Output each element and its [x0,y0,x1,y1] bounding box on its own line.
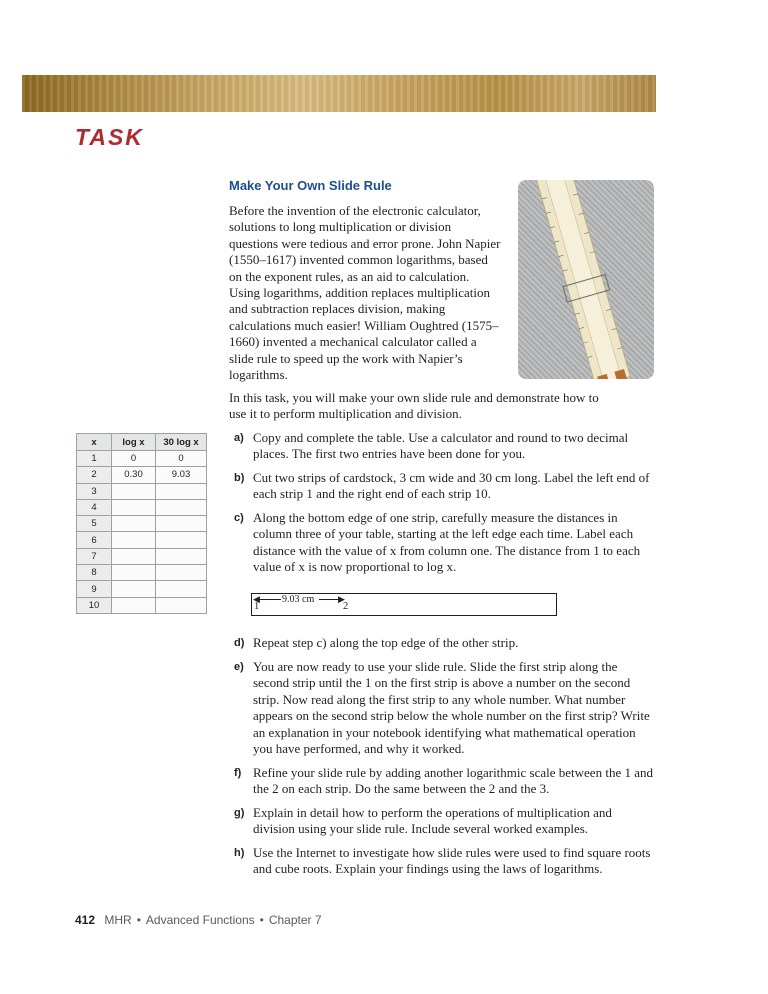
step-g [234,805,654,838]
separator-dot: • [136,913,141,927]
header-banner [22,75,656,112]
intro-paragraph: Before the invention of the electronic calculator, solutions to long multiplication or division questions were tedious and error prone. John Napier (1550–1617) invented common logarithms, based on the exponent rules, as an aid to calculation. Using logarithms, addition replaces multiplication and subtraction replaces division, making calculations much easier! William Oughtred (1575–1660) invented a mechanical calculator called a slide rule to speed up the work with Napier’s logarithms. [229,203,501,383]
table-row: 10 [77,597,207,613]
dimension-line-left [257,599,281,600]
table-row: 9 [77,581,207,597]
table-row: 6 [77,532,207,548]
table-row: 2 0.30 9.03 [77,467,207,483]
step-text: Cut two strips of cardstock, 3 cm wide and 30 cm long. Label the left end of each strip 1 and the right end of each strip 10. [253,470,650,502]
dimension-label: 9.03 cm [282,594,315,605]
step-label: e) [234,661,244,673]
slide-rule-image [518,180,654,379]
step-text: Along the bottom edge of one strip, carefully measure the distances in column three of your table, starting at the left edge each time. Label each distance with the value of x from column one. The distance from 1 to each value of x is now proportional to log x. [253,510,641,575]
header-log-x: log x [112,434,156,451]
step-text: Use the Internet to investigate how slide rules were used to find square roots and cube roots. Explain your findings using the laws of logarithms. [253,845,651,877]
separator-dot: • [259,913,264,927]
table-row: 8 [77,565,207,581]
arrow-left-icon: ◀ [253,594,260,604]
table-row: 7 [77,548,207,564]
page-footer [75,913,322,927]
book-title: Advanced Functions [145,913,255,927]
step-f [234,765,654,798]
step-text: Repeat step c) along the top edge of the other strip. [253,635,519,650]
step-e [234,659,654,757]
step-label: h) [234,847,245,859]
task-paragraph: In this task, you will make your own slide rule and demonstrate how to use it to perform multiplication and division. [229,390,599,422]
section-heading: Make Your Own Slide Rule [229,178,392,193]
step-text: Refine your slide rule by adding another logarithmic scale between the 1 and the 2 on each strip. Do the same between the 2 and the 3. [253,765,653,797]
table-header-row [77,434,207,451]
arrow-right-icon: ▶ [338,594,345,604]
step-label: c) [234,512,244,524]
step-b [234,470,654,503]
strip-label-2: 2 [343,601,349,612]
page-number: 412 [75,913,96,927]
step-a [234,430,654,463]
step-label: f) [234,767,242,779]
task-title: TASK [75,124,144,150]
header-x: x [77,434,112,451]
step-text: Explain in detail how to perform the operations of multiplication and division using your slide rule. Include several worked examples. [253,805,612,837]
step-label: g) [234,807,245,819]
step-label: a) [234,432,244,444]
table-row: 4 [77,499,207,515]
step-text: You are now ready to use your slide rule. Slide the first strip along the second strip until the 1 on the first strip is above a number on the second strip. Now read along the first strip to any whole number. What number appears on the second strip below the whole number on the first strip? Write an explanation in your notebook identifying what mathematical operation you have performed, and why it worked. [253,659,650,757]
slide-rule-photo [518,180,654,379]
table-row: 5 [77,516,207,532]
strip-diagram [251,593,557,616]
step-label: b) [234,472,245,484]
strip-label-1: 1 [254,601,260,612]
step-text: Copy and complete the table. Use a calculator and round to two decimal places. The first two entries have been done for you. [253,430,629,462]
step-h [234,845,654,878]
table-row: 1 0 0 [77,451,207,467]
log-table [76,433,207,614]
step-label: d) [234,637,245,649]
publisher: MHR [104,913,132,927]
step-d [234,635,654,651]
chapter-label: Chapter 7 [268,913,322,927]
header-30-log-x: 30 log x [156,434,207,451]
table-row: 3 [77,483,207,499]
step-c [234,510,654,576]
